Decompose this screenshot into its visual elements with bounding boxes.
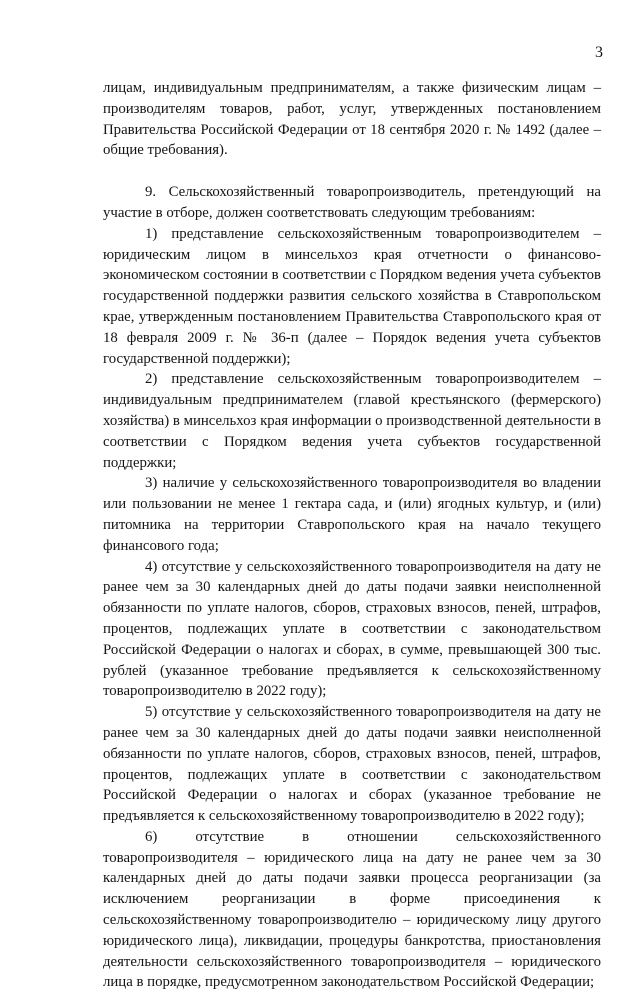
paragraph-subitem-6: 6) отсутствие в отношении сельскохозяйственного товаропроизводителя – юридического лица на дату не ранее чем за 30 календарных дней до даты подачи заявки процесса реорганизации (за исключением реорганизации в форме присоединения к сельскохозяйственному товаропроизводителю – юридическому лицу другого юридического лица), ликвидации, процедуры банкротства, приостановления деятельности сельскохозяйственного товаропроизводителя – юридического лица в порядке, предусмотренном законодательством Российской Федерации; (103, 828, 601, 991)
paragraph-subitem-4: 4) отсутствие у сельскохозяйственного товаропроизводителя на дату не ранее чем за 30 календарных дней до даты подачи заявки неисполненной обязанности по уплате налогов, сборов, страховых взносов, пеней, штрафов, процентов, подлежащих уплате в соответствии с законодательством Российской Федерации о налогах и сборах, в сумме, превышающей 300 тыс. рублей (указанное требование предъявляется к сельскохозяйственному товаропроизводителю в 2022 году); (103, 558, 601, 700)
paragraph-subitem-1: 1) представление сельскохозяйственным товаропроизводителем – юридическим лицом в минсельхоз края отчетности о финансово-экономическом состоянии в соответствии с Порядком ведения учета субъектов государственной поддержки развития сельского хозяйства в Ставропольском крае, утвержденным постановлением Правительства Ставропольского края от 18 февраля 2009 г. № 36-п (далее – Порядок ведения учета субъектов государственной поддержки); (103, 225, 601, 367)
paragraph-subitem-2: 2) представление сельскохозяйственным товаропроизводителем – индивидуальным предпринимателем (главой крестьянского (фермерского) хозяйства) в минсельхоз края информации о производственной деятельности в соответствии с Порядком ведения учета субъектов государственной поддержки; (103, 371, 601, 471)
paragraph-subitem-3: 3) наличие у сельскохозяйственного товаропроизводителя во владении или пользовании не менее 1 гектара сада, и (или) ягодных культур, и (или) питомника на территории Ставропольского края на начало текущего финансового года; (103, 475, 601, 554)
paragraph-item-9: 9. Сельскохозяйственный товаропроизводитель, претендующий на участие в отборе, должен соответствовать следующим требованиям: (103, 184, 601, 221)
document-body (103, 78, 601, 993)
page-number: 3 (595, 44, 603, 61)
paragraph-continuation: лицам, индивидуальным предпринимателям, а также физическим лицам – производителям товаров, работ, услуг, утвержденных постановлением Правительства Российской Федерации от 18 сентября 2020 г. № 1492 (далее – общие требования). (103, 80, 601, 159)
paragraph-subitem-5: 5) отсутствие у сельскохозяйственного товаропроизводителя на дату не ранее чем за 30 календарных дней до даты подачи заявки неисполненной обязанности по уплате налогов, сборов, страховых взносов, пеней, штрафов, процентов, подлежащих уплате в соответствии с законодательством Российской Федерации о налогах и сборах (указанное требование не предъявляется к сельскохозяйственному товаропроизводителю в 2022 году); (103, 704, 601, 825)
